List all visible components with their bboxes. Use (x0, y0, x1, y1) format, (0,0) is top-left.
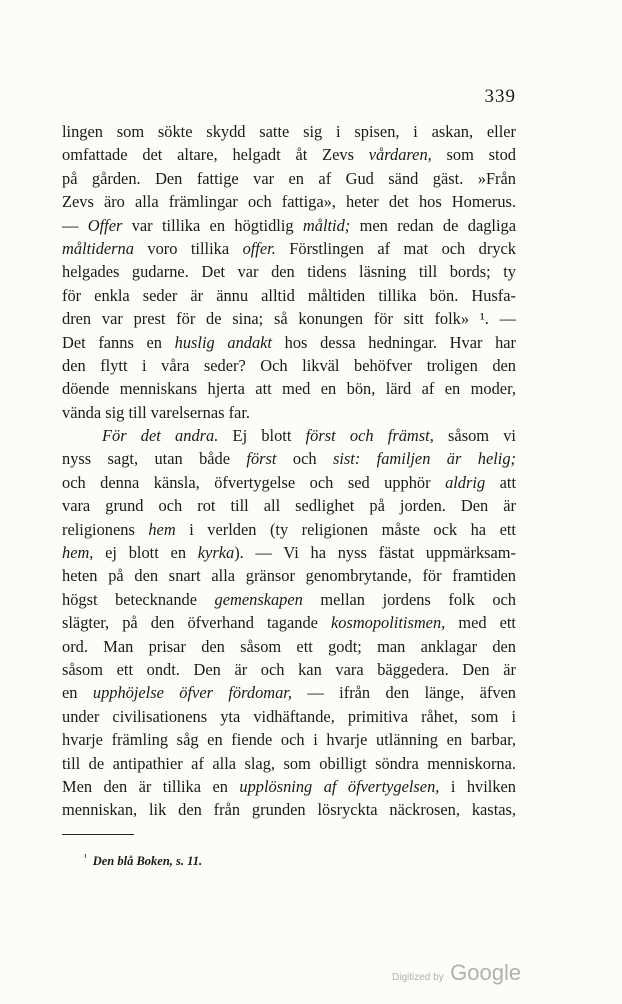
italic-text: hem, (62, 543, 94, 563)
text-line (62, 354, 516, 377)
text-line (62, 564, 516, 587)
text-line (62, 284, 516, 307)
text-segment: var tillika en högtidlig (122, 215, 303, 235)
italic-text: upphöjelse öfver fördomar, (92, 683, 292, 703)
text-segment: hos dessa hedningar. Hvar har (272, 332, 517, 352)
text-segment: Det fanns en (62, 332, 175, 352)
text-line (62, 494, 516, 517)
text-line (62, 752, 516, 775)
text-line (62, 237, 516, 260)
text-line (62, 518, 516, 541)
text-line (62, 424, 516, 447)
italic-text: kosmopolitismen, (330, 613, 446, 633)
text-segment: en (62, 683, 93, 703)
text-segment: såsom ett ondt. Den är och kan vara bäggedera. Den är (62, 659, 516, 679)
text-line (62, 307, 516, 330)
text-line (62, 798, 516, 821)
text-line (62, 190, 516, 213)
footnote-text: Den blå Boken, s. 11. (92, 854, 203, 869)
italic-text: sist: familjen är helig; (332, 449, 516, 469)
text-segment: men redan de dagliga (350, 215, 516, 235)
text-segment: Förstlingen af mat och dryck (275, 238, 516, 258)
page-number: 339 (484, 86, 516, 107)
text-line (62, 167, 516, 190)
italic-text: offer. (242, 238, 276, 258)
text-segment: ord. Man prisar den såsom ett godt; man anklagar den (62, 636, 516, 656)
text-segment: religionens (62, 519, 149, 539)
text-segment: helgades gudarne. Det var den tidens läsning till bords; ty (62, 262, 516, 282)
italic-text: först (246, 449, 277, 469)
text-segment: , som stod (427, 145, 516, 165)
text-segment: den flytt i våra seder? Och likväl behöfver troligen den (62, 355, 516, 375)
italic-text: huslig andakt (174, 332, 272, 352)
italic-text: aldrig (445, 472, 486, 492)
text-segment: dren var prest för de sina; så konungen för sitt folk» ¹. — (62, 309, 516, 329)
text-segment: mellan jordens folk och (302, 589, 516, 609)
text-line (62, 377, 516, 400)
text-segment: heten på den snart alla gränsor genombrytande, för framtiden (62, 566, 516, 586)
italic-text: måltid; (302, 215, 351, 235)
text-segment: Men den är tillika en (62, 776, 240, 796)
italic-text: gemenskapen (214, 589, 303, 609)
text-line (62, 775, 516, 798)
text-line (62, 401, 516, 424)
italic-text: kyrka (197, 543, 235, 563)
watermark-brand: Google (450, 960, 522, 985)
text-line (62, 447, 516, 470)
text-line (62, 471, 516, 494)
text-segment: att (485, 472, 516, 492)
text-line (62, 260, 516, 283)
text-line (62, 588, 516, 611)
text-segment: under civilisationens yta vidhäftande, primitiva råhet, som i (62, 706, 516, 726)
italic-text: först och främst, (305, 426, 434, 446)
text-segment: med ett (445, 613, 516, 633)
text-segment: på gården. Den fattige var en af Gud sänd gäst. »Från (62, 168, 516, 188)
text-line (62, 705, 516, 728)
footnote-rule (62, 834, 134, 835)
footnote-number: ¹ (84, 852, 87, 862)
text-segment: omfattade det altare, helgadt åt Zevs (62, 145, 369, 165)
text-segment: såsom vi (433, 426, 516, 446)
italic-text: måltiderna (62, 238, 134, 258)
italic-text: Offer (87, 215, 123, 235)
text-segment: vara grund och rot till all sedlighet på jorden. Den är (62, 496, 516, 516)
footnote (84, 852, 202, 869)
watermark-prefix: Digitized by (392, 972, 444, 983)
text-segment: döende menniskans hjerta att med en bön, lärd af en moder, (62, 379, 516, 399)
text-line (62, 331, 516, 354)
body-text (62, 120, 516, 822)
text-segment: ej blott en (93, 543, 198, 563)
italic-text: vårdaren (368, 145, 428, 165)
text-segment: — (62, 215, 88, 235)
text-segment: voro tillika (133, 238, 243, 258)
text-line (62, 681, 516, 704)
text-segment: hvarje främling såg en fiende och i hvarje utlänning en barbar, (62, 730, 516, 750)
text-segment: och denna känsla, öfvertygelse och sed upphör (62, 472, 446, 492)
text-segment: ). — Vi ha nyss fästat uppmärksam- (234, 543, 516, 563)
text-segment: högst betecknande (62, 589, 215, 609)
watermark (392, 960, 521, 986)
text-segment: Zevs äro alla främlingar och fattiga», heter det hos Homerus. (62, 192, 516, 212)
italic-text: För det andra. (102, 426, 219, 446)
text-line (62, 214, 516, 237)
text-segment: Ej blott (218, 426, 306, 446)
text-segment: i verlden (ty religionen måste ock ha ett (175, 519, 516, 539)
text-segment: till de antipathier af alla slag, som obilligt söndra menniskorna. (62, 753, 516, 773)
text-segment: i hvilken (439, 776, 516, 796)
text-line (62, 143, 516, 166)
text-segment: nyss sagt, utan både (62, 449, 247, 469)
text-segment: vända sig till varelsernas far. (62, 402, 250, 422)
text-line (62, 611, 516, 634)
italic-text: upplösning af öfvertygelsen, (239, 776, 440, 796)
text-segment: — ifrån den länge, äfven (291, 683, 516, 703)
text-line (62, 635, 516, 658)
text-segment: lingen som sökte skydd satte sig i spisen, i askan, eller (62, 122, 516, 141)
text-line (62, 541, 516, 564)
text-line (62, 658, 516, 681)
text-segment: och (276, 449, 333, 469)
text-segment: för enkla seder är ännu alltid måltiden tillika bön. Husfa- (62, 285, 516, 305)
text-segment: menniskan, lik den från grunden lösryckta näckrosen, kastas, (62, 800, 516, 820)
text-line (62, 120, 516, 143)
text-segment: slägter, på den öfverhand tagande (62, 613, 331, 633)
text-line (62, 728, 516, 751)
italic-text: hem (148, 519, 176, 539)
